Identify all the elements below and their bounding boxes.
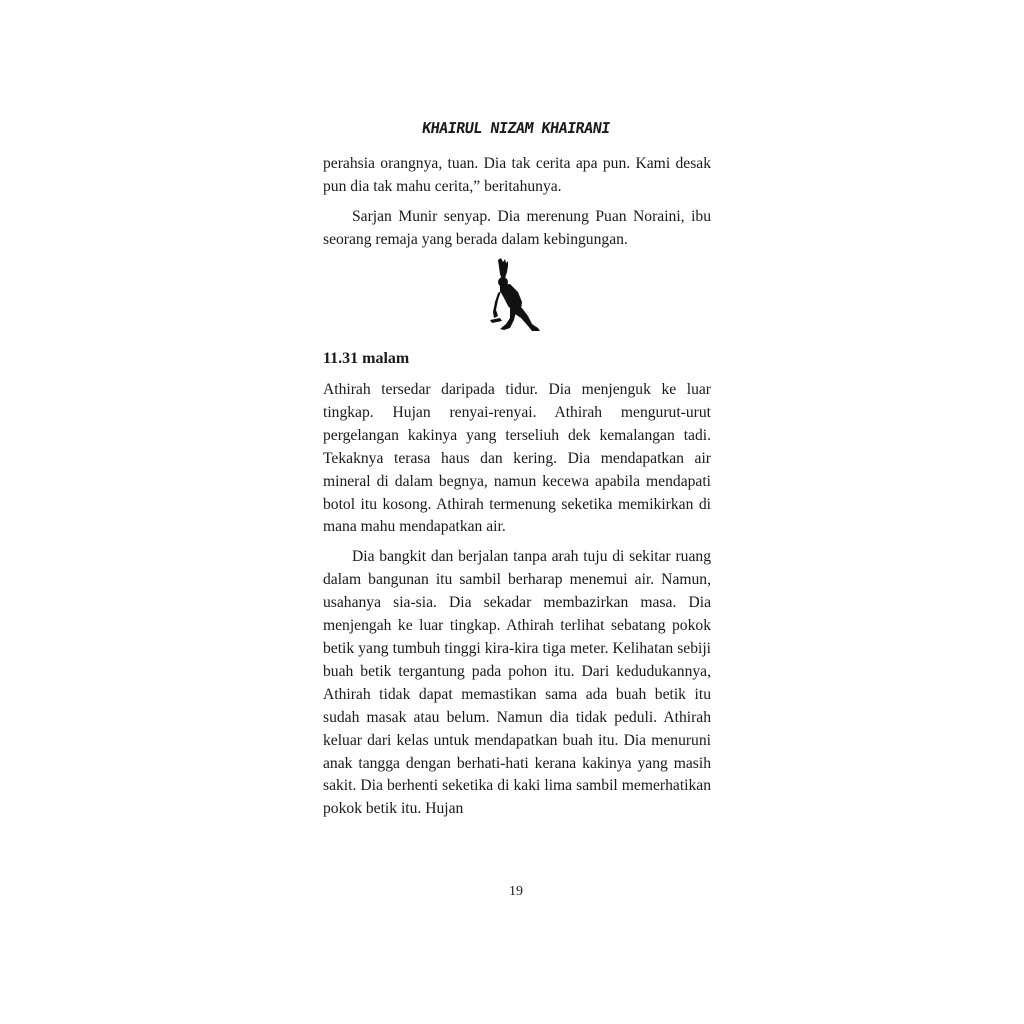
page-number: 19	[509, 884, 523, 899]
paragraph-continued: perahsia orangnya, tuan. Dia tak cerita apa pun. Kami desak pun dia tak mahu cerita,” beritahunya.	[323, 155, 711, 195]
falling-figure-icon	[488, 258, 542, 332]
top-text-block	[323, 153, 711, 252]
main-text-block	[323, 379, 711, 821]
paragraph: Sarjan Munir senyap. Dia merenung Puan Noraini, ibu seorang remaja yang berada dalam kebingungan.	[323, 207, 711, 248]
running-head: KHAIRUL NIZAM KHAIRANI	[420, 119, 612, 137]
paragraph: Dia bangkit dan berjalan tanpa arah tuju di sekitar ruang dalam bangunan itu sambil berharap menemui air. Namun, usahanya sia-sia. Dia sekadar membazirkan masa. Dia menjengah ke luar tingkap. Athirah terlihat sebatang pokok betik yang tumbuh tinggi kira-kira tiga meter. Kelihatan sebiji buah betik tergantung pada pohon itu. Dari kedudukannya, Athirah tidak dapat memastikan sama ada buah betik itu sudah masak atau belum. Namun dia tidak peduli. Athirah keluar dari kelas untuk mendapatkan buah itu. Dia menuruni anak tangga dengan berhati-hati kerana kakinya yang masih sakit. Dia berhenti seketika di kaki lima sambil memerhatikan pokok betik itu. Hujan	[323, 548, 711, 818]
section-time-heading: 11.31 malam	[323, 350, 410, 367]
paragraph: Athirah tersedar daripada tidur. Dia menjenguk ke luar tingkap. Hujan renyai-renyai. Athirah mengurut-urut pergelangan kakinya yang terseliuh dek kemalangan tadi. Tekaknya terasa haus dan kering. Dia mendapatkan air mineral di dalam begnya, namun kecewa apabila mendapati botol itu kosong. Athirah termenung seketika memikirkan di mana mahu mendapatkan air.	[323, 381, 711, 536]
